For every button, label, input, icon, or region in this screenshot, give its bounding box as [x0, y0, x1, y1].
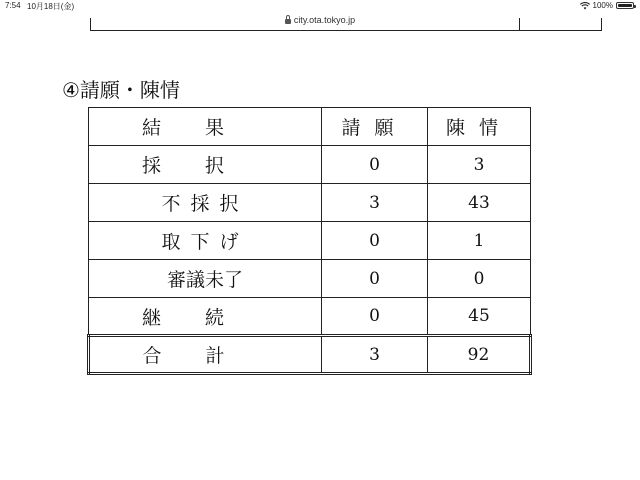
row-petition-count: 0: [322, 260, 428, 298]
battery-percent: 100%: [592, 1, 613, 10]
row-appeal-count: 43: [428, 184, 531, 222]
table-row: [89, 260, 531, 298]
row-petition-count: 3: [322, 184, 428, 222]
row-label: 採択: [89, 146, 322, 184]
row-label: 審議未了: [89, 260, 322, 298]
table-row: [89, 184, 531, 222]
row-appeal-count: 1: [428, 222, 531, 260]
total-label: 合計: [89, 336, 322, 374]
total-appeal-count: 92: [428, 336, 531, 374]
row-appeal-count: 3: [428, 146, 531, 184]
status-indicators: [580, 1, 634, 10]
table-row: [89, 146, 531, 184]
table-row: [89, 298, 531, 336]
battery-level: [618, 4, 632, 7]
row-appeal-count: 0: [428, 260, 531, 298]
petition-results-table: [87, 107, 532, 375]
row-petition-count: 0: [322, 298, 428, 336]
battery-icon: [616, 2, 634, 9]
status-date: 10月18日(金): [27, 2, 75, 11]
section-heading: ④請願・陳情: [62, 78, 180, 102]
header-petition: 請願: [322, 108, 428, 146]
status-bar: [0, 0, 640, 12]
header-result: 結果: [89, 108, 322, 146]
row-label: 取下げ: [89, 222, 322, 260]
wifi-icon: [580, 2, 590, 10]
cut-off-text-line: [36, 466, 636, 480]
row-petition-count: 0: [322, 222, 428, 260]
total-petition-count: 3: [322, 336, 428, 374]
table-header-row: [89, 108, 531, 146]
header-appeal: 陳情: [428, 108, 531, 146]
table-row: [89, 222, 531, 260]
row-label: 不採択: [89, 184, 322, 222]
previous-table-divider: [519, 18, 520, 30]
table-total-row: [89, 336, 531, 374]
row-appeal-count: 45: [428, 298, 531, 336]
url-text[interactable]: city.ota.tokyo.jp: [293, 15, 356, 25]
previous-table-edge: [90, 18, 602, 31]
status-time: 7:54: [5, 1, 21, 10]
row-label: 継続: [89, 298, 322, 336]
row-petition-count: 0: [322, 146, 428, 184]
